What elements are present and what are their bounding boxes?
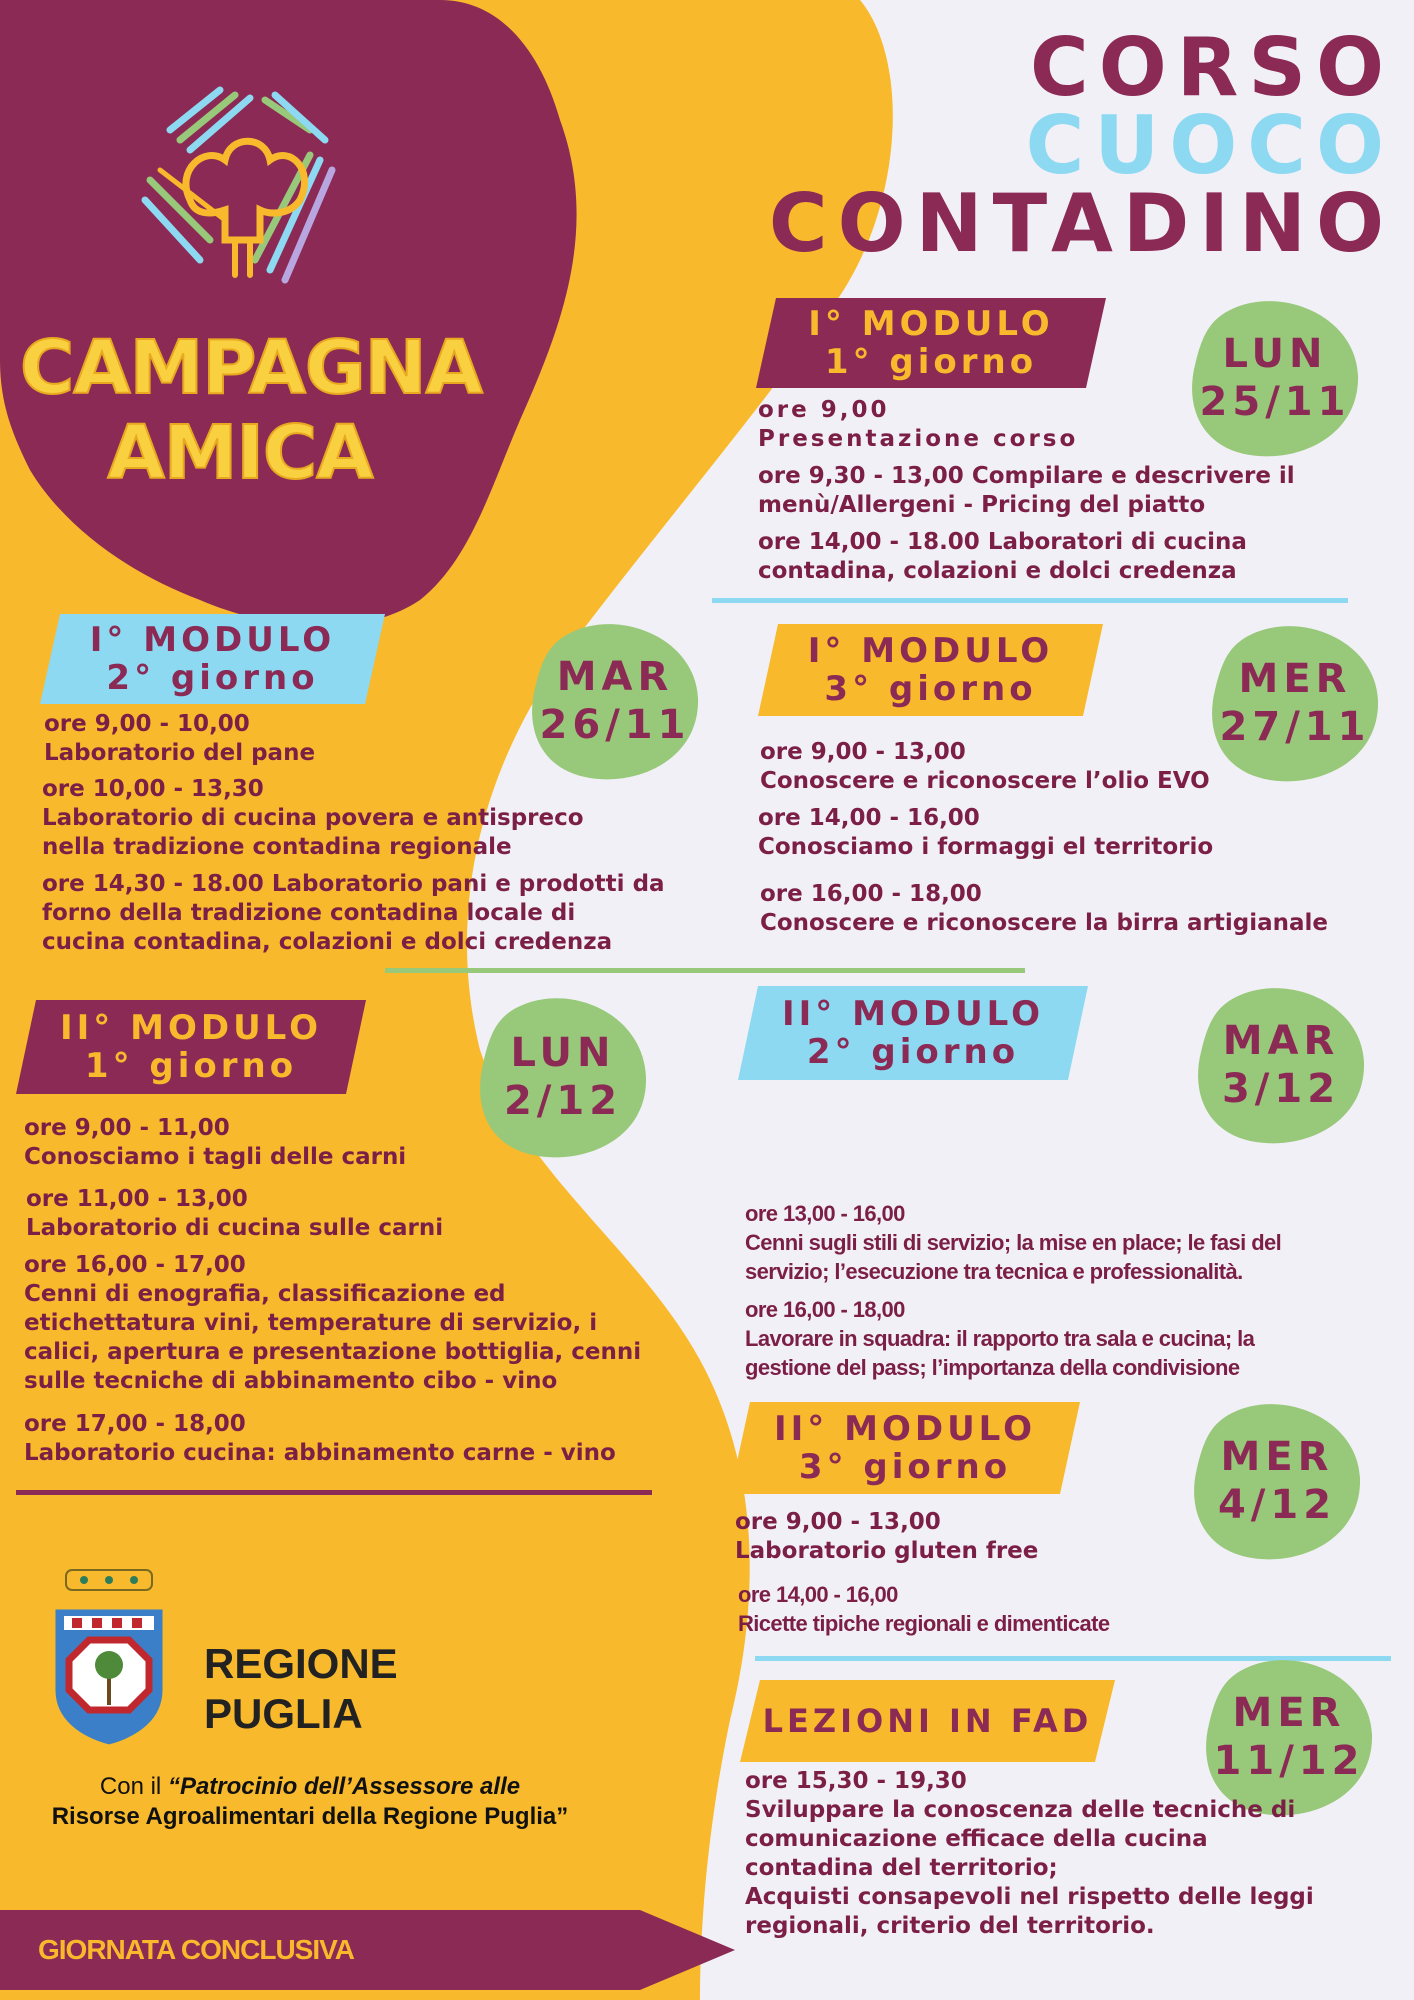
date-badge-m1d2	[530, 618, 700, 783]
date-weekday: MER	[1238, 655, 1352, 702]
event-desc: Acquisti consapevoli nel rispetto delle leggi	[745, 1884, 1314, 1910]
date-weekday: MAR	[1222, 1017, 1340, 1064]
patronage-text	[0, 1772, 620, 1832]
module-label: II° MODULO	[59, 1008, 323, 1048]
day-label: 2° giorno	[106, 658, 319, 698]
event-block	[42, 775, 584, 862]
date-value: 11/12	[1213, 1737, 1365, 1784]
day-label: 1° giorno	[84, 1046, 298, 1086]
banner-m2d2	[738, 986, 1088, 1080]
event-time: ore 10,00 - 13,30	[42, 776, 264, 802]
event-time: ore 14,00 - 16,00	[738, 1582, 898, 1607]
event-desc: nella tradizione contadina regionale	[42, 834, 512, 860]
event-desc: menù/Allergeni - Pricing del piatto	[758, 492, 1206, 518]
divider-line	[712, 598, 1348, 603]
date-badge-m1d1	[1190, 295, 1360, 460]
event-block	[24, 1410, 616, 1468]
event-desc: Conoscere e riconoscere la birra artigianale	[760, 910, 1329, 936]
event-time: ore 11,00 - 13,00	[26, 1186, 248, 1212]
event-block	[758, 528, 1247, 586]
event-desc: Ricette tipiche regionali e dimenticate	[738, 1611, 1110, 1636]
event-desc: gestione del pass; l’importanza della condivisione	[745, 1355, 1240, 1380]
regione-puglia-coat-of-arms-icon	[44, 1560, 174, 1750]
event-block	[24, 1114, 406, 1172]
event-desc: Cenni sugli stili di servizio; la mise en place; le fasi del	[745, 1230, 1282, 1255]
divider-line	[16, 1490, 652, 1495]
title-contadino: CONTADINO	[768, 177, 1394, 270]
event-desc: Laboratorio di cucina povera e antispreco	[42, 805, 584, 831]
module-label: LEZIONI IN FAD	[762, 1702, 1093, 1740]
event-block	[44, 710, 315, 768]
event-block	[26, 1185, 443, 1243]
module-label: I° MODULO	[808, 304, 1054, 344]
event-desc: Conosciamo i formaggi el territorio	[758, 834, 1214, 860]
banner-m1d1	[756, 298, 1106, 388]
event-desc: forno della tradizione contadina locale di	[42, 900, 576, 926]
event-desc: servizio; l’esecuzione tra tecnica e professionalità.	[745, 1259, 1243, 1284]
event-desc: contadina, colazioni e dolci credenza	[758, 558, 1237, 584]
date-badge-m2d2	[1196, 982, 1366, 1147]
event-time: ore 9,00	[758, 397, 890, 423]
patronage-quote-1: “Patrocinio dell’Assessore alle	[167, 1773, 521, 1800]
event-desc: comunicazione efficace della cucina	[745, 1826, 1208, 1852]
event-time: ore 16,00 - 17,00	[24, 1252, 246, 1278]
event-block	[760, 738, 1210, 796]
date-weekday: LUN	[1222, 330, 1328, 377]
event-desc: etichettatura vini, temperature di servizio, i	[24, 1310, 598, 1336]
chef-hat-tree-icon	[130, 70, 350, 300]
event-time: ore 9,30 - 13,00 Compilare e descrivere il	[758, 463, 1295, 489]
event-desc: contadina del territorio;	[745, 1855, 1058, 1881]
module-label: II° MODULO	[781, 994, 1045, 1034]
event-block	[745, 1295, 1254, 1382]
event-time: ore 9,00 - 13,00	[735, 1509, 941, 1535]
event-block	[42, 870, 665, 957]
date-value: 2/12	[503, 1078, 623, 1124]
event-desc: sulle tecniche di abbinamento cibo - vino	[24, 1368, 558, 1394]
event-block	[760, 880, 1328, 938]
title-cuoco: CUOCO	[1025, 99, 1394, 192]
date-value: 25/11	[1199, 378, 1351, 425]
campagna-amica-logo	[20, 70, 482, 496]
event-block	[24, 1251, 641, 1396]
event-desc: Presentazione corso	[758, 426, 1079, 452]
banner-fad	[740, 1680, 1115, 1762]
event-desc: cucina contadina, colazioni e dolci credenza	[42, 929, 613, 955]
date-value: 3/12	[1221, 1065, 1341, 1112]
event-desc: Laboratorio cucina: abbinamento carne - vino	[24, 1440, 616, 1466]
date-weekday: LUN	[510, 1030, 616, 1076]
event-time: ore 15,30 - 19,30	[745, 1768, 967, 1794]
banner-m1d3	[758, 624, 1103, 716]
banner-m2d1	[16, 1000, 366, 1094]
date-value: 26/11	[539, 701, 691, 748]
event-desc: Laboratorio gluten free	[735, 1538, 1039, 1564]
event-desc: Laboratorio del pane	[44, 740, 316, 766]
module-label: I° MODULO	[89, 620, 336, 660]
event-desc: calici, apertura e presentazione bottiglia, cenni	[24, 1339, 642, 1365]
event-block	[758, 804, 1213, 862]
divider-line	[385, 968, 1025, 973]
footer-arrow	[0, 1910, 740, 1990]
event-desc: Sviluppare la conoscenza delle tecniche di	[745, 1797, 1296, 1823]
event-block	[758, 396, 1078, 454]
logo-text-amica: AMICA	[107, 410, 373, 496]
event-time: ore 17,00 - 18,00	[24, 1411, 246, 1437]
date-badge-m2d1	[478, 992, 648, 1162]
event-block	[738, 1580, 1109, 1638]
day-label: 3° giorno	[798, 1447, 1012, 1487]
date-value: 27/11	[1219, 703, 1371, 750]
date-badge-m1d3	[1210, 620, 1380, 785]
module-label: I° MODULO	[807, 631, 1054, 671]
event-time: ore 9,00 - 13,00	[760, 739, 966, 765]
day-label: 3° giorno	[824, 669, 1037, 709]
event-block	[745, 1767, 1314, 1941]
day-label: 1° giorno	[824, 342, 1038, 382]
date-weekday: MER	[1220, 1433, 1334, 1480]
date-weekday: MER	[1232, 1689, 1346, 1736]
day-label: 2° giorno	[806, 1032, 1020, 1072]
event-time: ore 14,00 - 18.00 Laboratori di cucina	[758, 529, 1247, 555]
date-badge-m2d3	[1192, 1398, 1362, 1563]
event-time: ore 13,00 - 16,00	[745, 1201, 905, 1226]
event-desc: regionali, criterio del territorio.	[745, 1913, 1155, 1939]
event-desc: Conoscere e riconoscere l’olio EVO	[760, 768, 1210, 794]
title-corso: CORSO	[1030, 21, 1394, 114]
event-desc: Laboratorio di cucina sulle carni	[26, 1215, 444, 1241]
event-time: ore 16,00 - 18,00	[760, 881, 982, 907]
module-label: II° MODULO	[773, 1409, 1037, 1449]
region-name-2: PUGLIA	[204, 1690, 363, 1737]
footer-label: GIORNATA CONCLUSIVA	[38, 1934, 354, 1965]
event-time: ore 9,00 - 10,00	[44, 711, 250, 737]
banner-m2d3	[730, 1402, 1080, 1494]
event-time: ore 9,00 - 11,00	[24, 1115, 230, 1141]
event-desc: Conosciamo i tagli delle carni	[24, 1144, 407, 1170]
logo-text-campagna: CAMPAGNA	[20, 325, 482, 411]
event-block	[735, 1508, 1038, 1566]
region-name-1: REGIONE	[204, 1640, 398, 1687]
banner-m1d2	[40, 614, 385, 704]
patronage-quote-2: Risorse Agroalimentari della Regione Puglia”	[51, 1803, 569, 1830]
event-time: ore 16,00 - 18,00	[745, 1297, 905, 1322]
event-desc: Cenni di enografia, classificazione ed	[24, 1281, 506, 1307]
event-time: ore 14,30 - 18.00 Laboratorio pani e prodotti da	[42, 871, 665, 897]
event-time: ore 14,00 - 16,00	[758, 805, 980, 831]
patronage-prefix: Con il	[99, 1773, 162, 1800]
event-desc: Lavorare in squadra: il rapporto tra sala e cucina; la	[745, 1326, 1255, 1351]
event-block	[745, 1199, 1281, 1286]
event-block	[758, 462, 1295, 520]
date-value: 4/12	[1217, 1481, 1337, 1528]
date-weekday: MAR	[556, 653, 674, 700]
